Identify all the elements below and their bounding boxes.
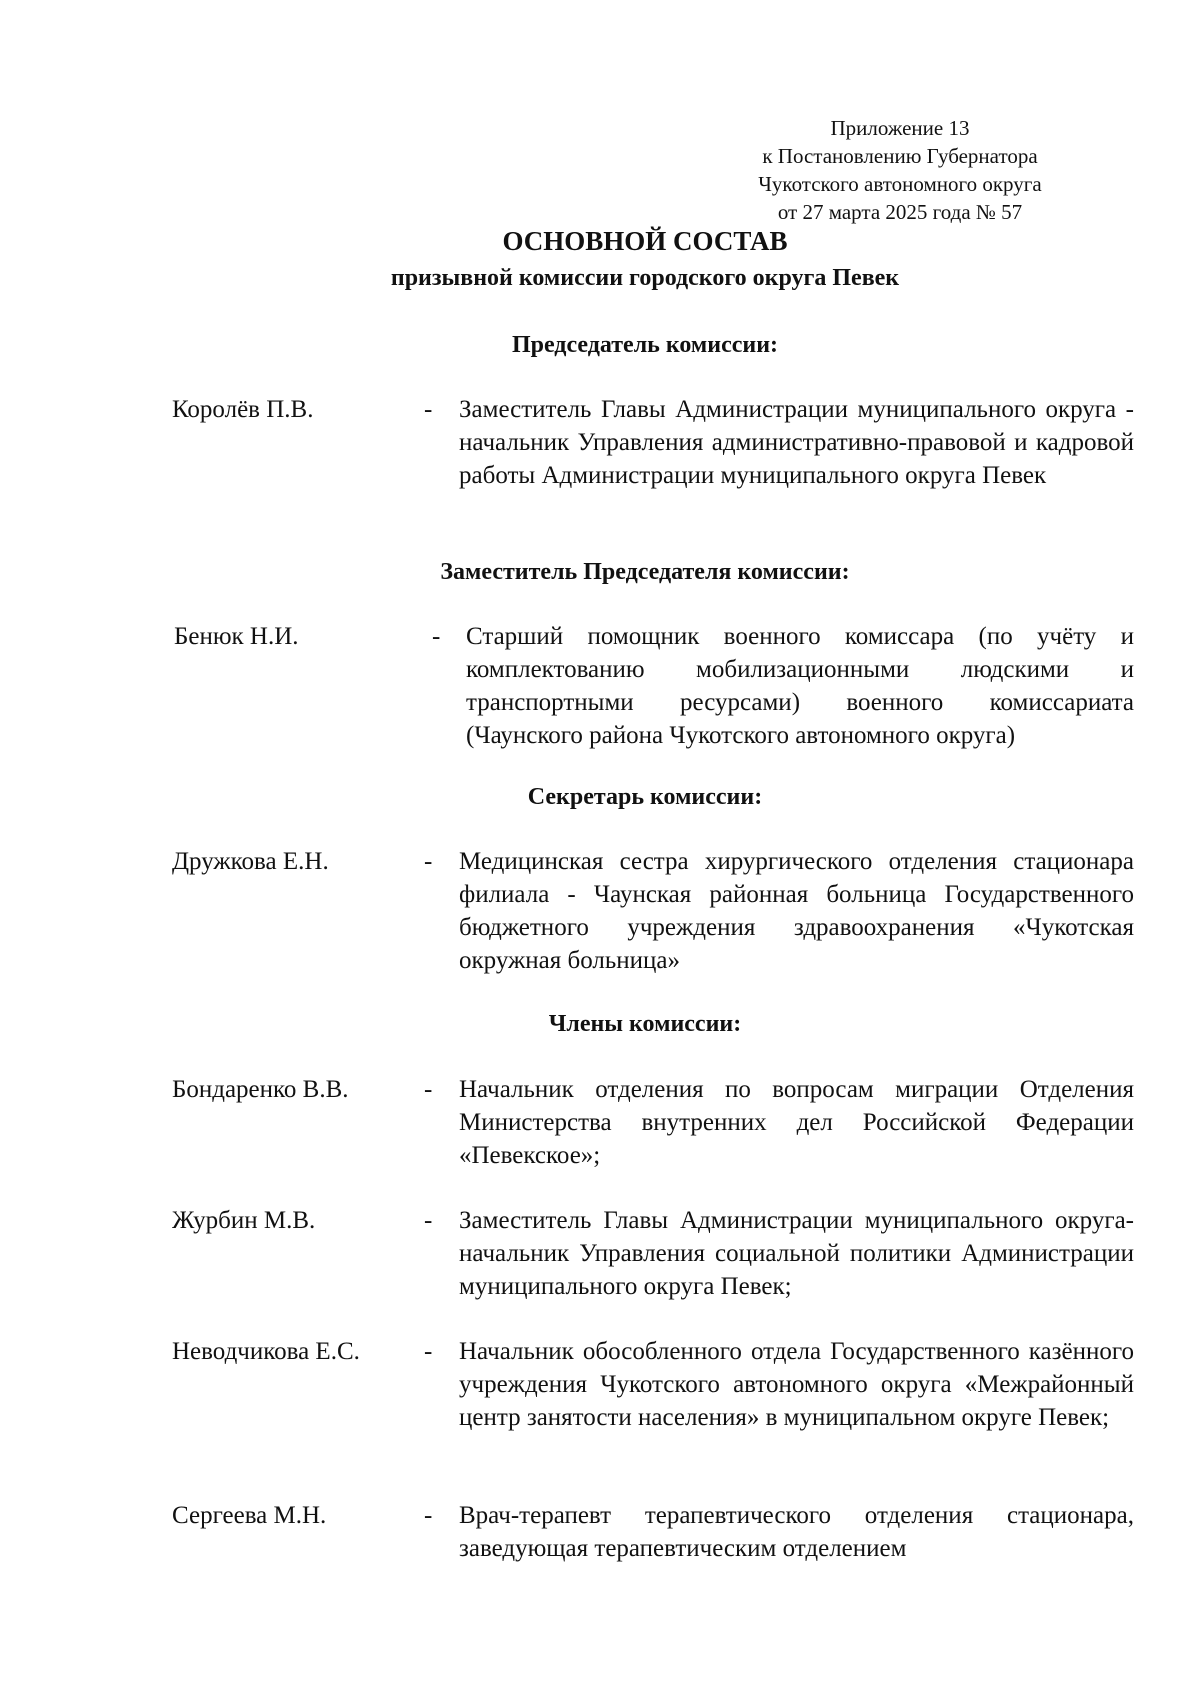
member-name: Сергеева М.Н. <box>172 1502 327 1529</box>
appendix-reference <box>720 114 1080 226</box>
appendix-decree: к Постановлению Губернатора <box>762 144 1038 168</box>
member-name: Дружкова Е.Н. <box>172 848 329 875</box>
member-role: Начальник обособленного отдела Государственного казённого учреждения Чукотского автономного округа «Межрайонный центр занятости населения» в муниципальном округе Певек; <box>459 1338 1134 1431</box>
member-role: Старший помощник военного комиссара (по учёту и комплектованию мобилизационными людскими и транспортными ресурсами) военного комиссариата (Чаунского района Чукотского автономного округа) <box>466 623 1134 749</box>
member-role: Врач-терапевт терапевтического отделения стационара, заведующая терапевтическим отделением <box>459 1502 1134 1562</box>
member-dash: - <box>424 1076 433 1103</box>
member-role: Медицинская сестра хирургического отделения стационара филиала - Чаунская районная больница Государственного бюджетного учреждения здравоохранения «Чукотская окружная больница» <box>459 848 1134 974</box>
members-heading: Члены комиссии: <box>548 1011 742 1037</box>
member-name: Королёв П.В. <box>172 396 314 423</box>
chairman-heading: Председатель комиссии: <box>511 332 779 358</box>
document-subtitle: призывной комиссии городского округа Певек <box>390 265 900 291</box>
member-name: Неводчикова Е.С. <box>172 1338 360 1365</box>
member-role: Начальник отделения по вопросам миграции Отделения Министерства внутренних дел Российской Федерации «Певекское»; <box>459 1076 1134 1169</box>
member-dash: - <box>424 1338 433 1365</box>
appendix-date: от 27 марта 2025 года № 57 <box>777 200 1023 224</box>
deputy-heading: Заместитель Председателя комиссии: <box>440 559 850 585</box>
secretary-heading: Секретарь комиссии: <box>527 784 763 810</box>
member-name: Журбин М.В. <box>172 1207 316 1234</box>
member-name: Бенюк Н.И. <box>174 623 299 650</box>
document-title: ОСНОВНОЙ СОСТАВ <box>502 226 788 256</box>
member-dash: - <box>424 1502 433 1529</box>
member-name: Бондаренко В.В. <box>172 1076 349 1103</box>
appendix-number: Приложение 13 <box>830 116 970 140</box>
member-role: Заместитель Главы Администрации муниципального округа - начальник Управления административно-правовой и кадровой работы Администрации муниципального округа Певек <box>459 396 1134 489</box>
member-dash: - <box>424 1207 433 1234</box>
member-role: Заместитель Главы Администрации муниципального округа- начальник Управления социальной политики Администрации муниципального округа Певек; <box>459 1207 1134 1300</box>
member-dash: - <box>432 623 441 650</box>
member-dash: - <box>424 848 433 875</box>
member-dash: - <box>424 396 433 423</box>
appendix-region: Чукотского автономного округа <box>758 172 1042 196</box>
